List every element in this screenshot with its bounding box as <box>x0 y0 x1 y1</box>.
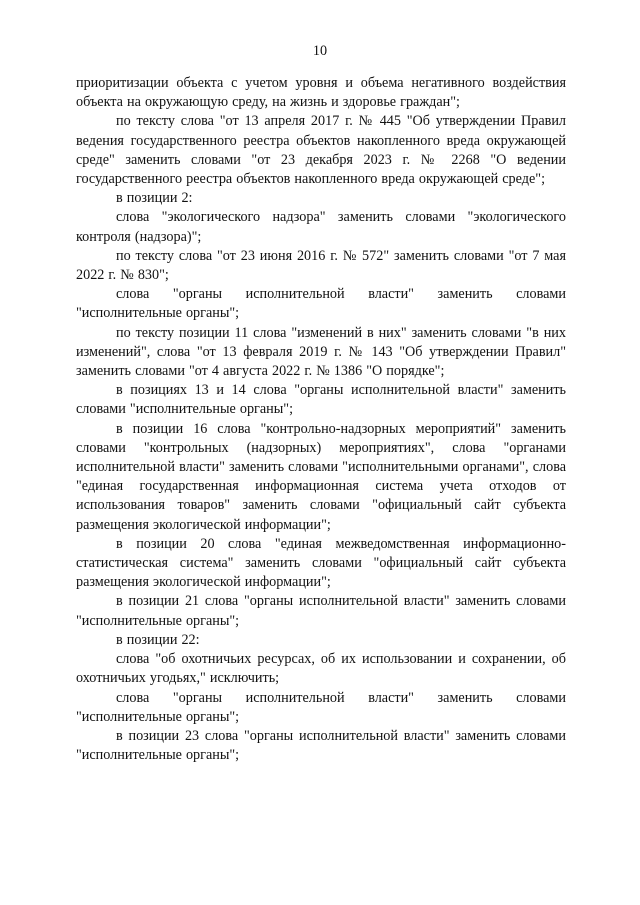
paragraph-15: в позиции 23 слова "органы исполнительной власти" заменить словами "исполнительные органы"; <box>76 727 566 764</box>
paragraph-11: в позиции 21 слова "органы исполнительной власти" заменить словами "исполнительные органы"; <box>76 593 566 629</box>
paragraph-7: по тексту позиции 11 слова "изменений в них" заменить словами "в них изменений", слова "от 13 февраля 2019 г. № 143 "Об утверждении Правил" заменить словами "от 4 августа 2022 г. № 1386 "О порядке"; <box>76 324 566 380</box>
page-number: 10 <box>312 43 328 59</box>
paragraph-8: в позициях 13 и 14 слова "органы исполнительной власти" заменить словами "исполнительные органы"; <box>76 382 566 418</box>
paragraph-9: в позиции 16 слова "контрольно-надзорных мероприятий" заменить словами "контрольных (надзорных) мероприятиях", слова "органами исполнительной власти" заменить словами "исполнительными органами", слова "единая государственная информационная система учета отходов от использования товаров" заменить словами "официальный сайт субъекта размещения экологической информации"; <box>76 420 566 533</box>
paragraph-10: в позиции 20 слова "единая межведомственная информационно-статистическая система" заменить словами "официальный сайт субъекта размещения экологической информации"; <box>76 535 566 591</box>
paragraph-3: в позиции 2: <box>116 190 193 207</box>
paragraph-6: слова "органы исполнительной власти" заменить словами "исполнительные органы"; <box>76 286 566 322</box>
paragraph-12: в позиции 22: <box>116 631 200 648</box>
paragraph-2: по тексту слова "от 13 апреля 2017 г. № 445 "Об утверждении Правил ведения государственного реестра объектов накопленного вреда окружающей среде" заменить словами "от 23 декабря 2023 г. № 2268 "О ведении государственного реестра объектов накопленного вреда окружающей среде"; <box>76 113 566 188</box>
paragraph-1: приоритизации объекта с учетом уровня и объема негативного воздействия объекта на окружающую среду, на жизнь и здоровье граждан"; <box>76 75 566 111</box>
paragraph-14: слова "органы исполнительной власти" заменить словами "исполнительные органы"; <box>76 689 566 725</box>
paragraph-5: по тексту слова "от 23 июня 2016 г. № 572" заменить словами "от 7 мая 2022 г. № 830"; <box>76 247 566 284</box>
document-body <box>76 74 566 765</box>
paragraph-13: слова "об охотничьих ресурсах, об их использовании и сохранении, об охотничьих угодьях," исключить; <box>76 651 566 687</box>
paragraph-4: слова "экологического надзора" заменить словами "экологического контроля (надзора)"; <box>76 209 566 245</box>
